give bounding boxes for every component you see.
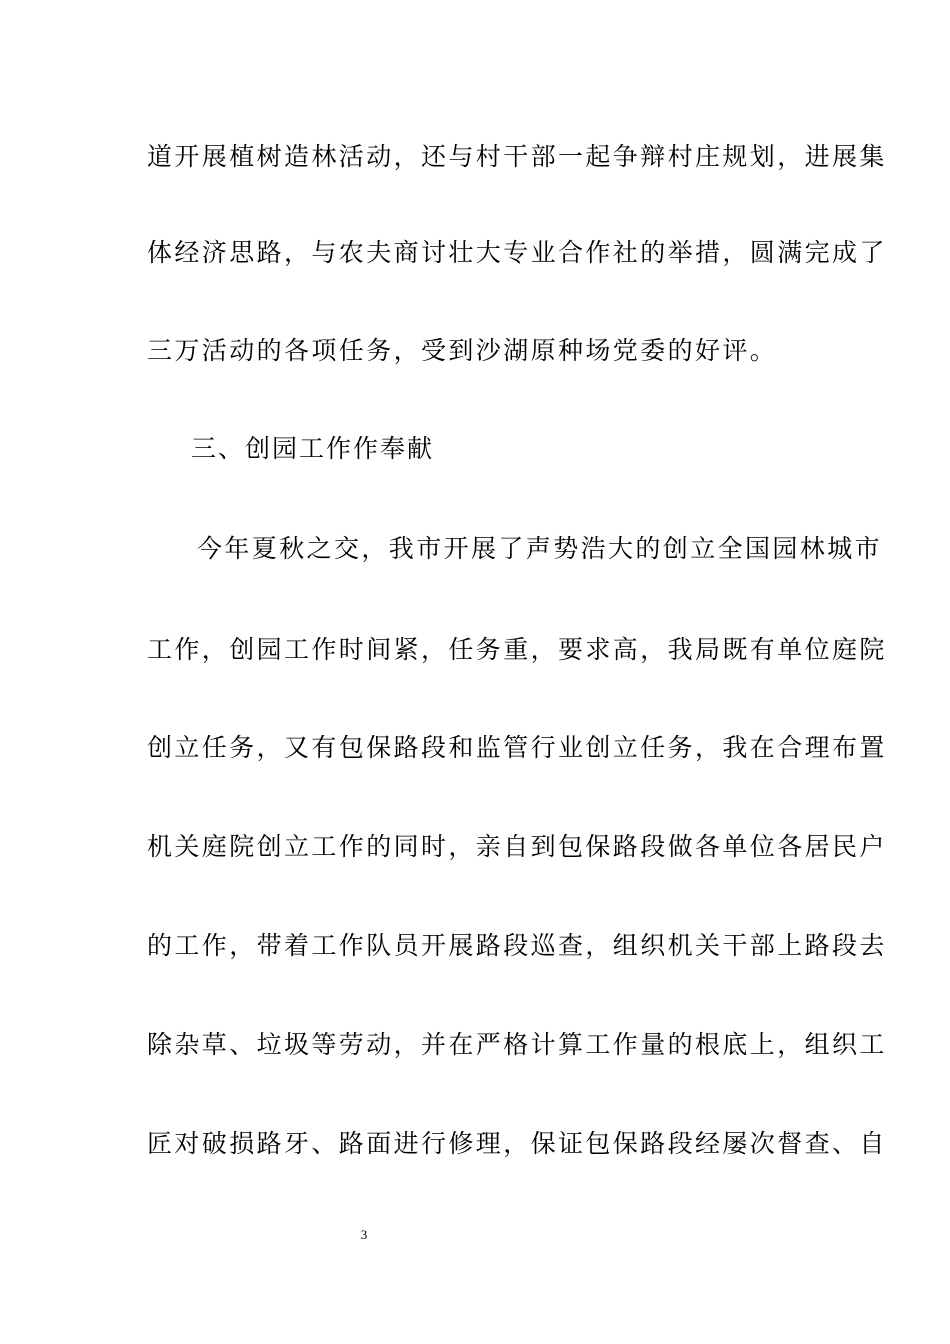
paragraph-3-line-3: 创立任务，又有包保路段和监管行业创立任务，我在合理布置 xyxy=(147,733,887,762)
paragraph-3-line-2: 工作，创园工作时间紧，任务重，要求高，我局既有单位庭院 xyxy=(147,635,887,664)
paragraph-3-line-7: 匠对破损路牙、路面进行修理，保证包保路段经屡次督查、自 xyxy=(147,1129,887,1158)
paragraph-3-line-5: 的工作，带着工作队员开展路段巡查，组织机关干部上路段去 xyxy=(147,931,887,960)
paragraph-1-line-3: 三万活动的各项任务，受到沙湖原种场党委的好评。 xyxy=(147,336,778,365)
paragraph-1-line-2: 体经济思路，与农夫商讨壮大专业合作社的举措，圆满完成了 xyxy=(147,238,887,267)
paragraph-3-line-6: 除杂草、垃圾等劳动，并在严格计算工作量的根底上，组织工 xyxy=(147,1030,887,1059)
paragraph-3-line-1: 今年夏秋之交，我市开展了声势浩大的创立全国园林城市 xyxy=(197,534,883,563)
paragraph-1-line-1: 道开展植树造林活动，还与村干部一起争辩村庄规划，进展集 xyxy=(147,142,887,171)
section-heading: 三、创园工作作奉献 xyxy=(191,434,435,463)
paragraph-3-line-4: 机关庭院创立工作的同时，亲自到包保路段做各单位各居民户 xyxy=(147,832,887,861)
page-number: 3 xyxy=(360,1227,368,1242)
